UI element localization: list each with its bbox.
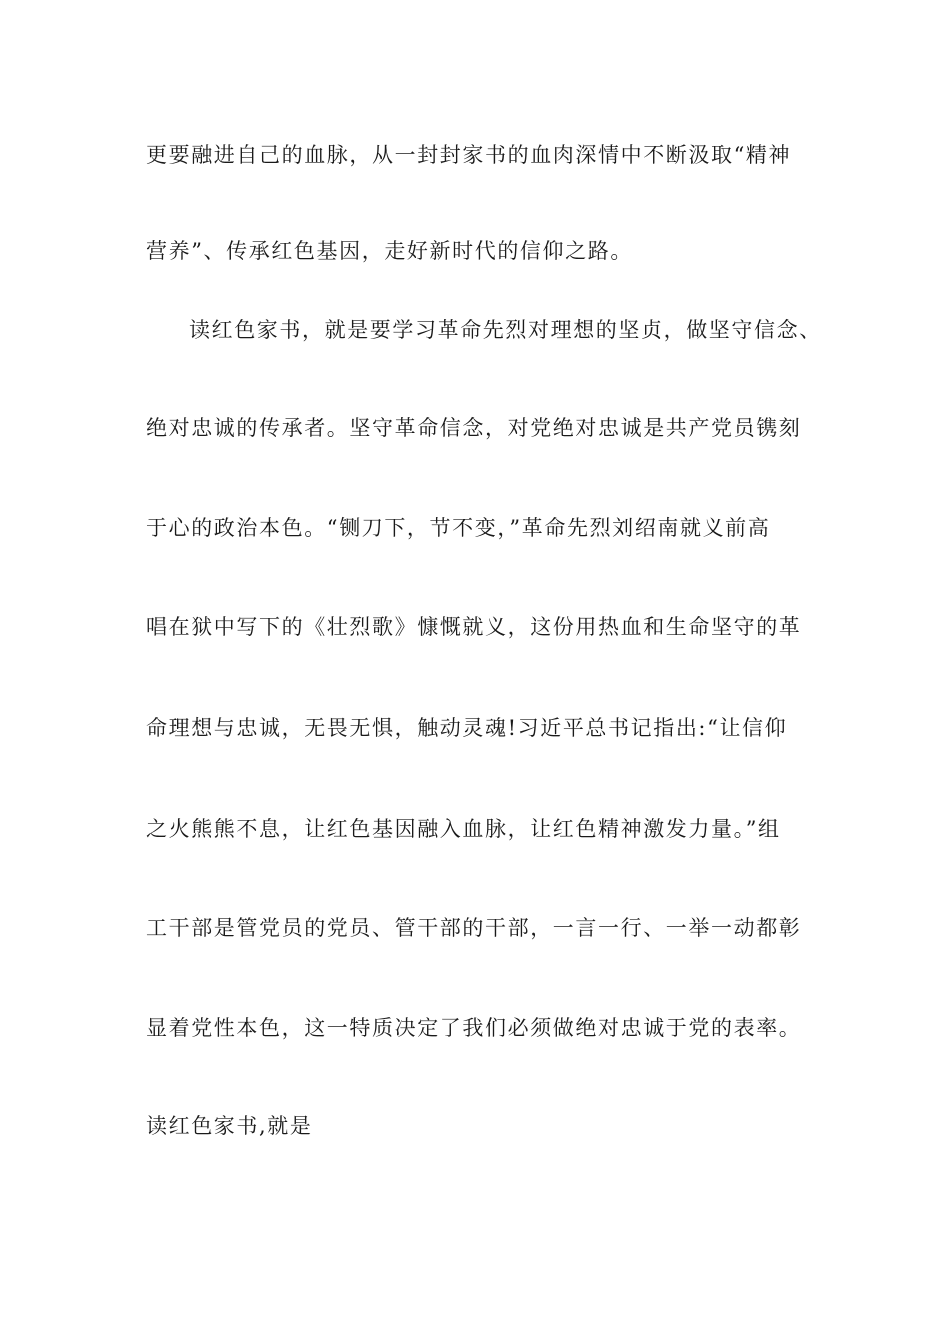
text-line-3: 读红色家书，就是要学习革命先烈对理想的坚贞，做坚守信念、 (189, 318, 822, 342)
text-line-1: 更要融进自己的血脉，从一封封家书的血肉深情中不断汲取“精神 (146, 143, 792, 167)
text-line-7: 命理想与忠诚，无畏无惧，触动灵魂!习近平总书记指出:“让信仰 (146, 716, 788, 740)
text-line-8: 之火熊熊不息，让红色基因融入血脉，让红色精神激发力量。”组 (146, 817, 781, 841)
text-line-4: 绝对忠诚的传承者。坚守革命信念，对党绝对忠诚是共产党员镌刻 (146, 416, 802, 440)
text-line-6: 唱在狱中写下的《壮烈歌》慷慨就义，这份用热血和生命坚守的革 (146, 615, 802, 639)
text-line-11: 读红色家书,就是 (146, 1114, 313, 1138)
text-line-2: 营养”、传承红色基因，走好新时代的信仰之路。 (146, 239, 633, 263)
text-line-9: 工干部是管党员的党员、管干部的干部，一言一行、一举一动都彰 (146, 916, 802, 940)
text-line-10: 显着党性本色，这一特质决定了我们必须做绝对忠诚于党的表率。 (146, 1016, 802, 1040)
text-line-5: 于心的政治本色。“铡刀下，节不变，”革命先烈刘绍南就义前高 (146, 516, 771, 540)
